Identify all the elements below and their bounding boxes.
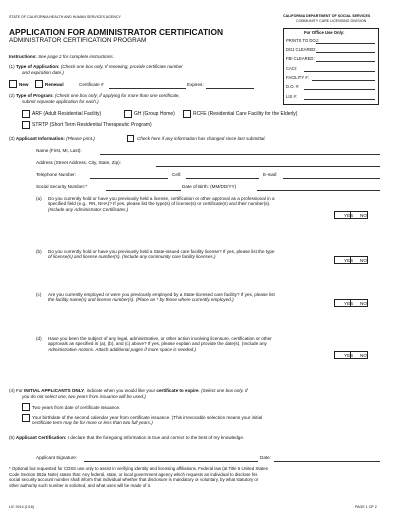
info-changed-checkbox[interactable] [127,135,134,142]
q3c-yes[interactable]: YES [334,299,351,307]
birthdate-label: Your birthdate of the second calendar year from certificate issuance. (This irrevocable selection means your initial certificate term may be for more or less than two full years.) [32,415,263,426]
gh-checkbox[interactable] [124,110,132,118]
arf-checkbox[interactable] [22,110,30,118]
q3a-no[interactable]: NO [351,211,368,219]
strtp-checkbox[interactable] [22,121,30,129]
agency-right-2: COMMUNITY CARE LICENSING DIVISION [296,18,367,23]
instructions: Instructions: See page 2 for complete instructions. [9,54,114,59]
office-row: FBI CLEARED: [286,56,315,61]
ssn-label: Social Security Number:* [36,184,88,189]
date-field[interactable] [274,461,380,462]
strtp-label: STRTP (Short Term Residential Therapeutic Program) [32,122,152,128]
q3d-yes[interactable]: YES [334,351,351,359]
q3c-no[interactable]: NO [351,299,368,307]
email-field[interactable] [283,178,380,179]
q3b-yes-no [334,256,368,264]
office-field[interactable] [304,99,375,100]
q4-heading-2: you do not select one, two years from issuance will be used.) [22,394,146,399]
office-field[interactable] [304,71,375,72]
office-field[interactable] [316,43,375,44]
office-row: CACI: [286,66,298,71]
address-label: Address (Street Address, City, State, Zip): [36,160,121,165]
new-checkbox[interactable] [9,80,17,88]
q2-heading-2: submit separate application for each.) [22,99,99,104]
signature-field[interactable] [84,461,258,462]
q3a-yes-no [334,211,368,219]
email-label: E-mail: [263,172,278,177]
ssn-field[interactable] [106,190,181,191]
office-use-box [283,28,379,105]
office-field[interactable] [316,52,375,53]
q3a-yes[interactable]: YES [334,211,351,219]
rcfe-label: RCFE (Residential Care Facility for the Elderly) [193,111,298,117]
q1-heading-2: and expiration date.) [22,70,64,75]
name-label: Name (First, MI, Last): [36,148,82,153]
two-years-label: Two years from date of certificate issuance. [32,405,121,410]
q3d-yes-no [334,351,368,359]
page-subtitle: ADMINISTRATOR CERTIFICATION PROGRAM [9,37,147,44]
office-row: PRINTS TO DOJ: [286,38,319,43]
certificate-number-field[interactable] [109,88,186,89]
form-number: LIC 9214 (1/16) [9,505,34,509]
q3a-letter: (a) [36,196,42,201]
q3c-text: Are you currently employed or were you previously employed by a State-licensed care facility? If yes, please list the facility name(s) and license number(s). (Place an * by those where currently employed.) [48,292,275,303]
footnote: * Optional but requested for CDSS use only to assist in verifying identity and licensing affiliations. Federal law (at Title 5 United States Code Section 552a Note) states that: Any federal, state, or local government agency which requests an individual to disclose his social security account number shall inform that individual whether that disclosure is mandatory or voluntary, by what statutory or other authority such number is solicited, and what uses will be made of it. [9,466,268,488]
q3a-text: Do you currently hold or have you previously held a license, certification or other approval as a professional in a specified field (e.g., RN, NHA)? If yes, please list the type(s) of license(s) or certificate(s) and their number(s). (Include any Administrator Certificates.) [48,196,275,212]
two-years-checkbox[interactable] [22,403,30,411]
office-field[interactable] [312,80,375,81]
phone-label: Telephone Number: [36,172,77,177]
page-number: PAGE 1 OF 2 [355,505,377,509]
certificate-number-label: Certificate # [79,82,104,87]
renewal-label: Renewal [45,82,64,87]
q5-heading: (5) Applicant Certification: I declare that the foregoing information is true and correct to the best of my knowledge. [9,435,245,440]
expires-field[interactable] [206,88,254,89]
arf-label: ARF (Adult Residential Facility) [32,111,102,117]
expires-label: Expires: [187,82,204,87]
q3b-no[interactable]: NO [351,256,368,264]
office-row: FACILITY #: [286,75,309,80]
gh-label: GH (Group Home) [134,111,175,117]
agency-right-1: CALIFORNIA DEPARTMENT OF SOCIAL SERVICES [283,14,371,18]
dob-label: Date of Birth: (MM/DD/YY) [182,184,237,189]
q3d-text: Have you been the subject of any legal, administrative, or other action involving licensure, certification or other approvals as specified in (a), (b), and (c) above? If yes, please explain and provide the date(s). (Include any Administrative Actions. Attach additional pages if more space is needed.) [48,336,272,352]
signature-label: Applicant Signature: [36,455,78,460]
agency-left: STATE OF CALIFORNIA HEALTH AND HUMAN SERVICES AGENCY [9,15,121,19]
date-label: Date: [260,455,271,460]
office-row: DOJ CLEARED: [286,47,317,52]
q3c-yes-no [334,299,368,307]
office-field[interactable] [316,61,375,62]
q3b-yes[interactable]: YES [334,256,351,264]
info-changed-label: Check here if any information has changed since last submittal. [137,136,266,141]
q4-heading: (4) For INITIAL APPLICANTS ONLY, indicate when you would like your certificate to expire. (Select one box only. If [9,388,248,393]
q3c-letter: (c) [36,292,42,297]
phone-field[interactable] [90,178,168,179]
dob-field[interactable] [257,190,380,191]
address-field[interactable] [156,166,380,167]
q3b-text: Do you currently hold or have you previously held a State-issued care facility license? If yes, please list the type of license(s) and license number(s). (Include any community care facility licenses.) [48,249,275,260]
cell-label: Cell: [172,172,182,177]
office-row: LIS #: [286,94,297,99]
birthdate-checkbox[interactable] [22,414,30,422]
q3b-letter: (b) [36,249,42,254]
q2-heading: (2) Type of Program: (Check one box only; if applying for more than one certificate, [9,93,180,98]
page-title: APPLICATION FOR ADMINISTRATOR CERTIFICATION [9,27,224,37]
q3d-letter: (d) [36,336,42,341]
office-heading: For Office Use Only: [304,30,345,35]
office-field[interactable] [304,89,375,90]
q3-heading: (3) Applicant Information: (Please print.) [9,136,95,141]
name-field[interactable] [100,154,380,155]
rcfe-checkbox[interactable] [183,110,191,118]
renewal-checkbox[interactable] [35,80,43,88]
office-row: D.O. #: [286,84,300,89]
q1-heading: (1) Type of Application: (Check one box only. If renewing, provide certificate number [9,64,183,69]
q3d-no[interactable]: NO [351,351,368,359]
cell-field[interactable] [186,178,259,179]
new-label: New [19,82,29,87]
